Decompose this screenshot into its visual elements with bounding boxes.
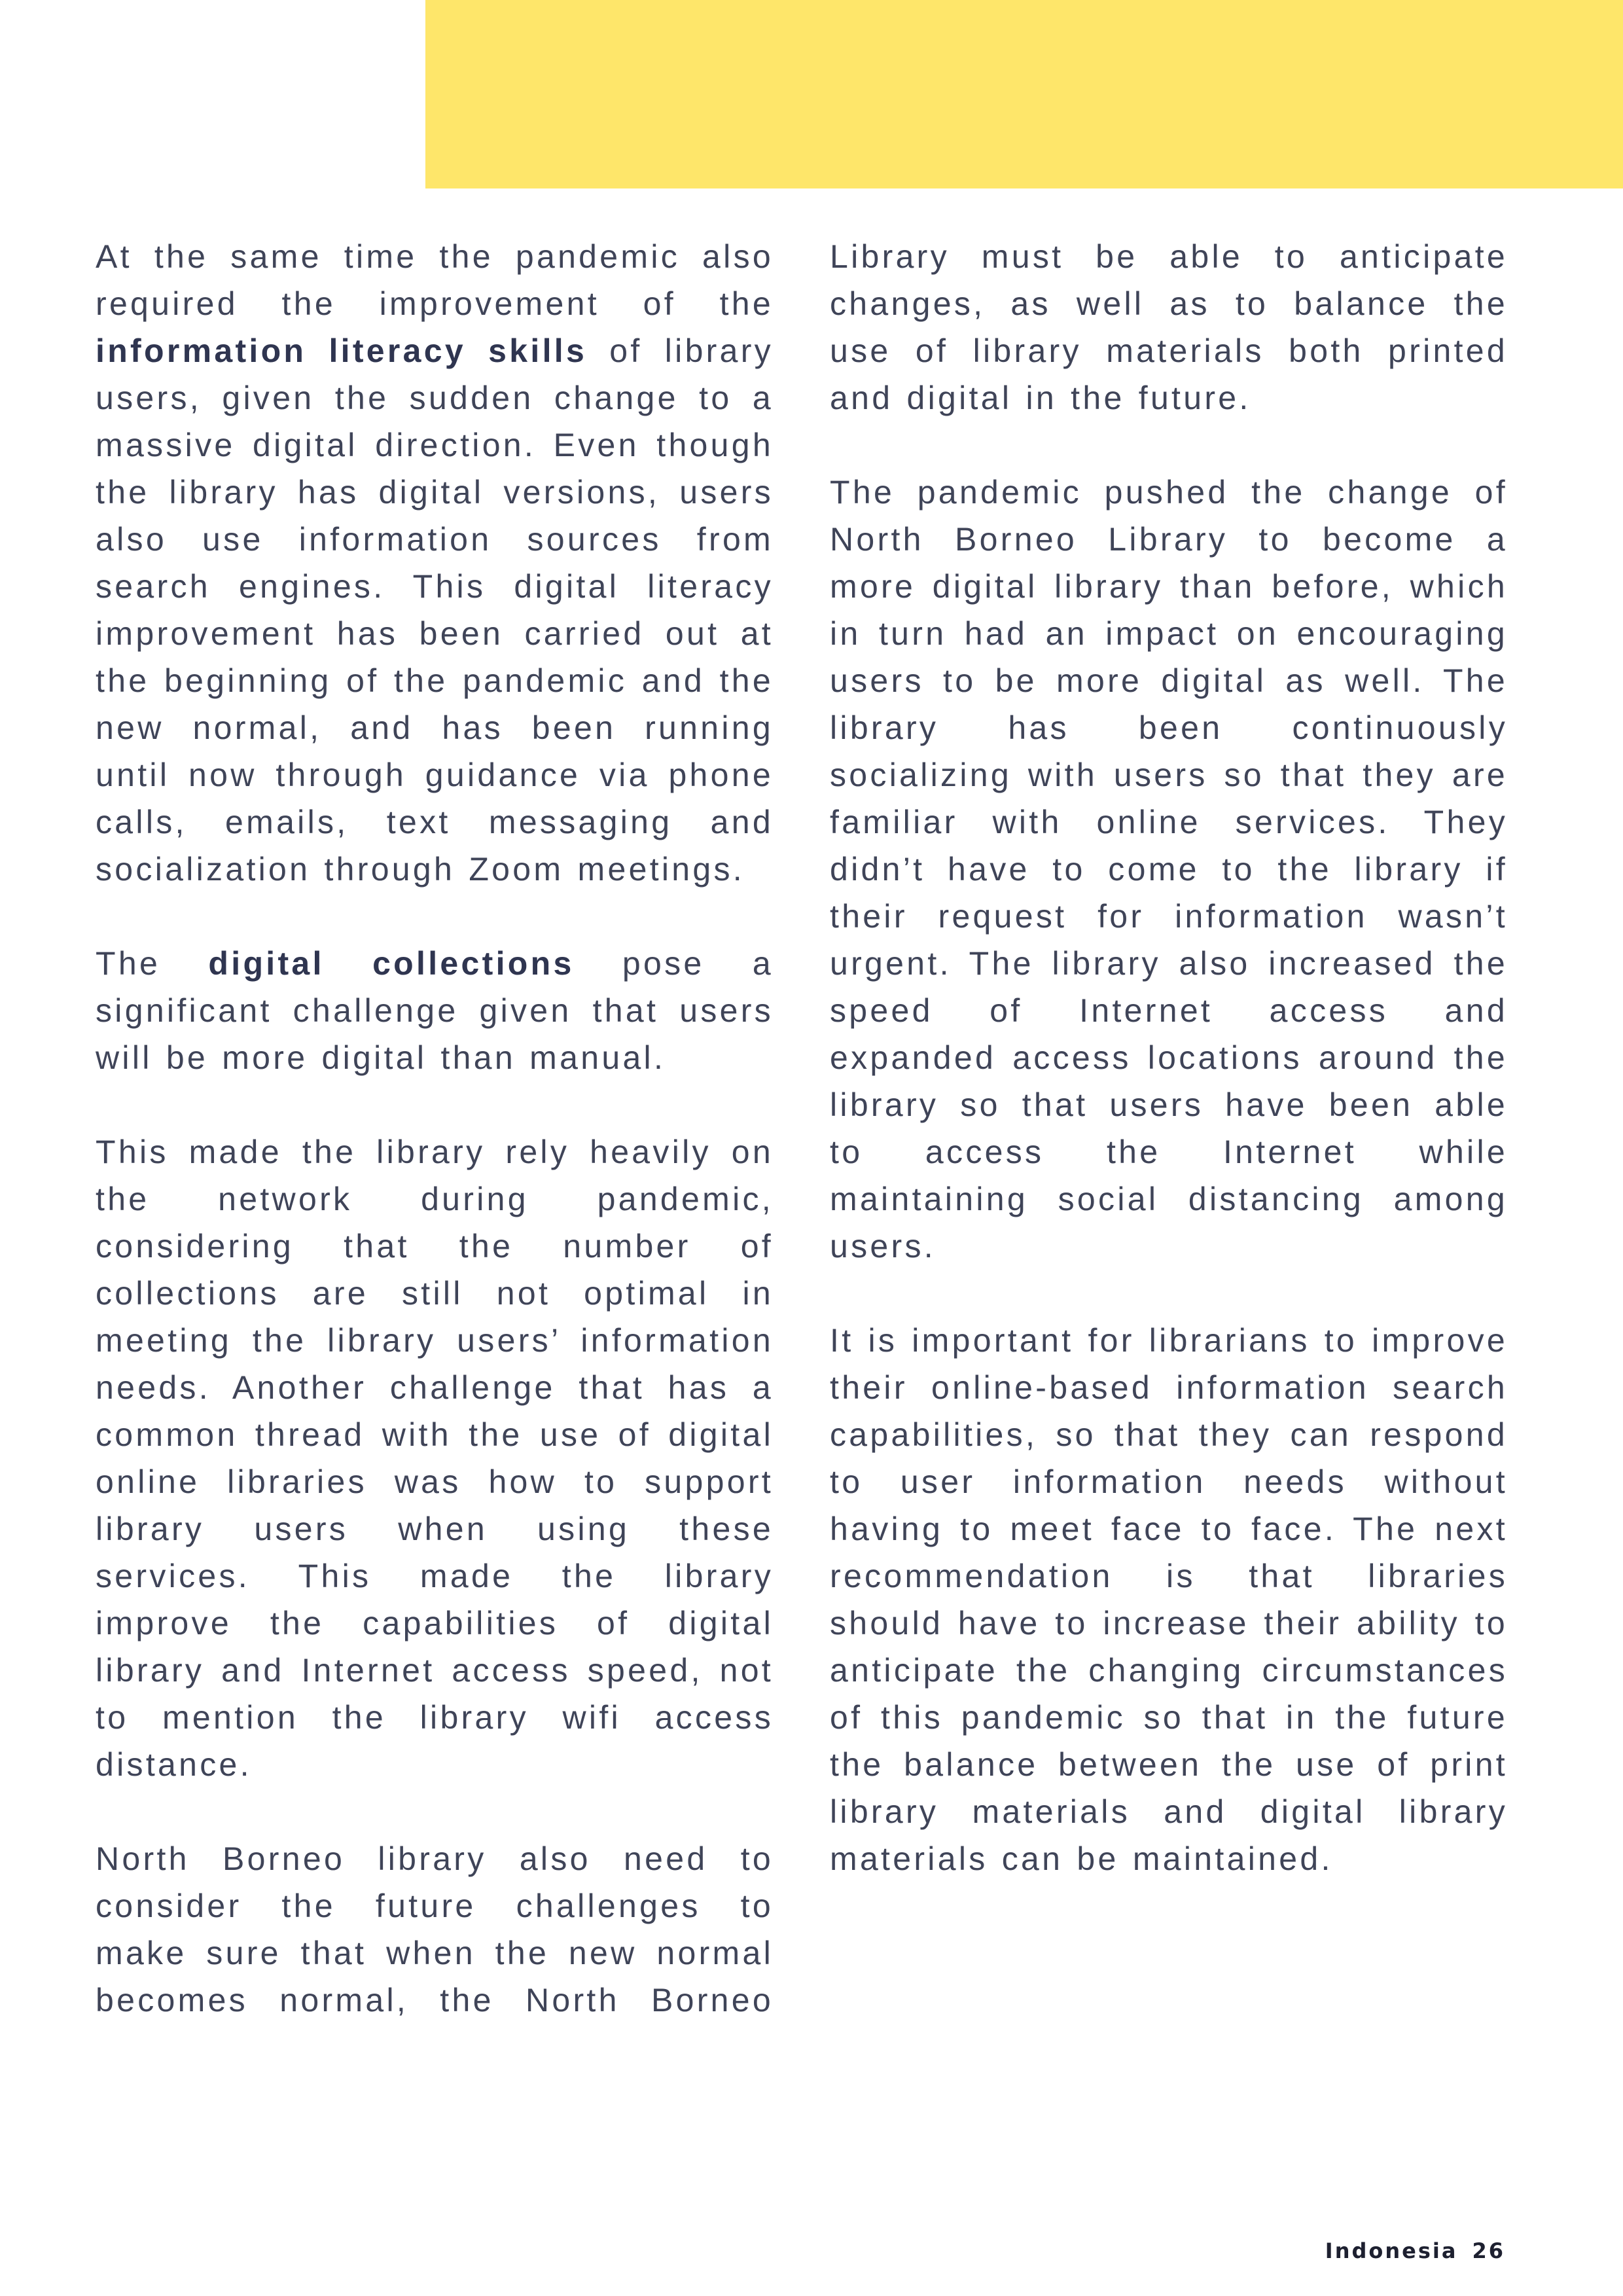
page-number: 26	[1472, 2238, 1505, 2263]
paragraph-anticipate: Library must be able to anticipate changes, as well as to balance the use of library materials both printed and digital in the future.	[830, 238, 1508, 416]
paragraph-pandemic-change: The pandemic pushed the change of North Borneo Library to become a more digital library than before, which in turn had an impact on encouraging users to be more digital as well. The library has been continuously socializing with users so that they are familiar with online services. They didn’t have to come to the library if their request for information wasn’t urgent. The library also increased the speed of Internet access and expanded access locations around the library so that users have been able to access the Internet while maintaining social distancing among users.	[830, 474, 1508, 1265]
paragraph-digital-collections: The digital collections pose a significant challenge given that users will be more digital than manual.	[96, 945, 774, 1076]
bold-information-literacy-skills: information literacy skills	[96, 332, 588, 369]
paragraph-librarians: It is important for librarians to improve their online-based information search capabilities, so that they can respond to user information needs without having to meet face to face. The next recommendation is that libraries should have to increase their ability to anticipate the changing circumstances of this pandemic so that in the future the balance between the use of print library materials and digital library materials can be maintained.	[830, 1322, 1508, 1877]
footer-section: Indonesia	[1325, 2238, 1458, 2263]
left-column	[96, 233, 774, 2071]
page-footer	[1325, 2238, 1505, 2263]
paragraph-network-reliance: This made the library rely heavily on the network during pandemic, considering that the number of collections are still not optimal in meeting the library users’ information needs. Another challenge that has a common thread with the use of digital online libraries was how to support library users when using these services. This made the library improve the capabilities of digital library and Internet access speed, not to mention the library wifi access distance.	[96, 1134, 774, 1783]
top-banner	[425, 0, 1623, 188]
right-column	[830, 233, 1508, 1929]
paragraph-literacy: At the same time the pandemic also required the improvement of the information literacy skills of library users, given the sudden change to a massive digital direction. Even though the library has digital versions, users also use information sources from search engines. This digital literacy improvement has been carried out at the beginning of the pandemic and the new normal, and has been running until now through guidance via phone calls, emails, text messaging and socialization through Zoom meetings.	[96, 238, 774, 888]
bold-digital-collections: digital collections	[208, 945, 575, 982]
paragraph-future-challenges: North Borneo library also need to consider the future challenges to make sure that when the new normal becomes normal, the North Borneo	[96, 1840, 774, 2018]
